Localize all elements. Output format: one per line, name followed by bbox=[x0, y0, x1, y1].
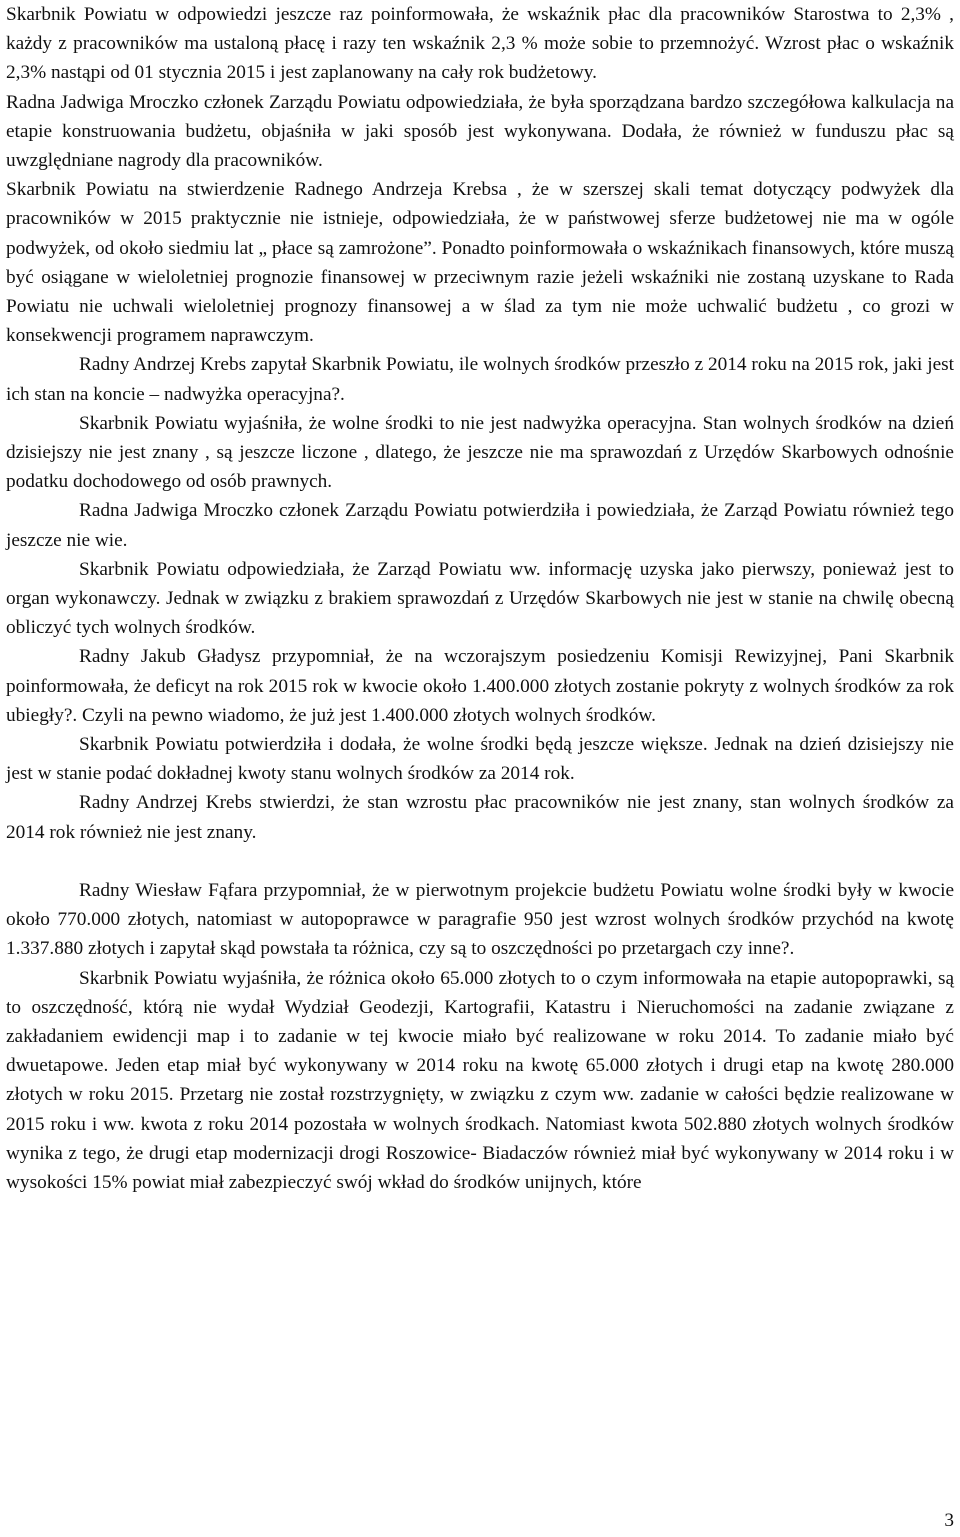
paragraph-budget-wage-index: Skarbnik Powiatu w odpowiedzi jeszcze raz poinformowała, że wskaźnik płac dla pracowników Starostwa to 2,3% , każdy z pracowników ma ustaloną płacę i razy ten wskaźnik 2,3 % może sobie to przemnożyć. Wzrost płac o wskaźnik 2,3% nastąpi od 01 stycznia 2015 i jest zaplanowany na cały rok budżetowy. bbox=[6, 4, 954, 84]
document-body bbox=[6, 0, 954, 1197]
paragraph-fafara-question: Radny Wiesław Fąfara przypomniał, że w pierwotnym projekcie budżetu Powiatu wolne środki były w kwocie około 770.000 złotych, natomiast w autopoprawce w paragrafie 950 jest wzrost wolnych środków przychód na kwotę 1.337.880 złotych i zapytał skąd powstała ta różnica, czy są to oszczędności po przetargach czy inne?. bbox=[6, 879, 954, 960]
paragraph-gladysz-deficit: Radny Jakub Gładysz przypomniał, że na wczorajszym posiedzeniu Komisji Rewizyjnej, Pani Skarbnik poinformowała, że deficyt na rok 2015 rok w kwocie około 1.400.000 złotych zostanie pokryty z wolnych środków za rok ubiegły?. Czyli na pewno wiadomo, że już jest 1.400.000 złotych wolnych środków. bbox=[6, 646, 954, 726]
paragraph-krebs-question: Radny Andrzej Krebs zapytał Skarbnik Powiatu, ile wolnych środków przeszło z 2014 roku na 2015 rok, jaki jest ich stan na koncie – nadwyżka operacyjna?. bbox=[6, 354, 954, 405]
page-number: 3 bbox=[944, 1510, 954, 1531]
paragraph-treasurer-larger-funds: Skarbnik Powiatu potwierdziła i dodała, że wolne środki będą jeszcze większe. Jednak na dzień dzisiejszy nie jest w stanie podać dokładnej kwoty stanu wolnych środków za 2014 rok. bbox=[6, 734, 954, 785]
paragraph-treasurer-difference: Skarbnik Powiatu wyjaśniła, że różnica około 65.000 złotych to o czym informowała na etapie autopoprawki, są to oszczędność, którą nie wydał Wydział Geodezji, Kartografii, Katastru i Nieruchomości na zadanie związane z zakładaniem ewidencji map i to zadanie w tej kwocie miało być realizowane w roku 2014. To zadanie miało być dwuetapowe. Jeden etap miał być wykonywany w 2014 roku na kwotę 65.000 złotych i drugi etap na kwotę 280.000 złotych w roku 2015. Przetarg nie został rozstrzygnięty, w związku z czym ww. zadanie w całości będzie realizowane w 2015 roku i ww. kwota z roku 2014 pozostała w wolnych środkach. Natomiast kwota 502.880 złotych wolnych środków wynika z tego, że drugi etap modernizacji drogi Roszowice- Biadaczów również miał być wykonywany w 2014 roku i w wysokości 15% powiat miał zabezpieczyć swój wkład do środków unijnych, które bbox=[6, 967, 954, 1193]
paragraph-mroczko-confirms: Radna Jadwiga Mroczko członek Zarządu Powiatu potwierdziła i powiedziała, że Zarząd Powiatu również tego jeszcze nie wie. bbox=[6, 500, 954, 551]
paragraph-treasurer-salary-freeze: Skarbnik Powiatu na stwierdzenie Radnego Andrzeja Krebsa , że w szerszej skali temat dotyczący podwyżek dla pracowników w 2015 praktycznie nie istnieje, odpowiedziała, że w państwowej sferze budżetowej nie ma w ogóle podwyżek, od około siedmiu lat „ płace są zamrożone”. Ponadto poinformowała o wskaźnikach finansowych, które muszą być osiągane w wieloletniej prognozie finansowej w przeciwnym razie jeżeli wskaźniki nie zostaną uzyskane to Rada Powiatu nie uchwali wieloletniej prognozy finansowej a w ślad za tym nie może uchwalić budżetu , co grozi w konsekwencji programem naprawczym. bbox=[6, 179, 954, 347]
paragraph-krebs-statement: Radny Andrzej Krebs stwierdzi, że stan wzrostu płac pracowników nie jest znany, stan wolnych środków za 2014 rok również nie jest znany. bbox=[6, 792, 954, 843]
paragraph-treasurer-executive-body: Skarbnik Powiatu odpowiedziała, że Zarząd Powiatu ww. informację uzyska jako pierwszy, ponieważ jest to organ wykonawczy. Jednak w związku z brakiem sprawozdań z Urzędów Skarbowych nie jest w stanie na chwilę obecną obliczyć tych wolnych środków. bbox=[6, 558, 954, 639]
paragraph-mroczko-calculation: Radna Jadwiga Mroczko członek Zarządu Powiatu odpowiedziała, że była sporządzana bardzo szczegółowa kalkulacja na etapie konstruowania budżetu, objaśniła w jaki sposób jest wykonywana. Dodała, że również w funduszu płac są uwzględniane nagrody dla pracowników. bbox=[6, 91, 954, 172]
paragraph-treasurer-free-funds: Skarbnik Powiatu wyjaśniła, że wolne środki to nie jest nadwyżka operacyjna. Stan wolnych środków na dzień dzisiejszy nie jest znany , są jeszcze liczone , dlatego, że jeszcze nie ma sprawozdań z Urzędów Skarbowych odnośnie podatku dochodowego od osób prawnych. bbox=[6, 412, 954, 493]
